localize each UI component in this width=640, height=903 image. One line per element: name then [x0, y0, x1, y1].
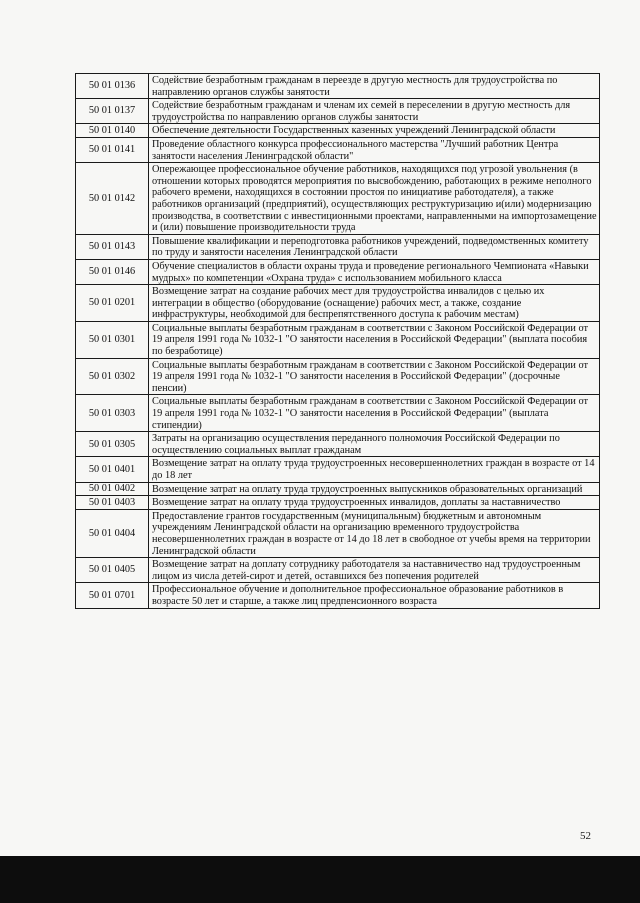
row-description: Возмещение затрат на оплату труда трудоустроенных несовершеннолетних граждан в возрасте от 14 до 18 лет [149, 457, 600, 482]
scan-bottom-border [0, 856, 640, 903]
table-row [76, 558, 600, 583]
row-code: 50 01 0143 [76, 234, 149, 259]
row-code: 50 01 0405 [76, 558, 149, 583]
table-row [76, 395, 600, 432]
row-description: Возмещение затрат на оплату труда трудоустроенных выпускников образовательных организаций [149, 482, 600, 496]
row-description: Содействие безработным гражданам и членам их семей в переселении в другую местность для трудоустройства по направлению органов службы занятости [149, 99, 600, 124]
row-code: 50 01 0137 [76, 99, 149, 124]
row-code: 50 01 0301 [76, 321, 149, 358]
table-body [76, 74, 600, 609]
table-row [76, 99, 600, 124]
row-description: Возмещение затрат на оплату труда трудоустроенных инвалидов, доплаты за наставничество [149, 496, 600, 510]
budget-codes-table [75, 73, 600, 609]
row-description: Обеспечение деятельности Государственных казенных учреждений Ленинградской области [149, 124, 600, 138]
table-row [76, 321, 600, 358]
table-row [76, 583, 600, 608]
row-description: Социальные выплаты безработным гражданам в соответствии с Законом Российской Федерации от 19 апреля 1991 года № 1032-1 "О занятости населения в Российской Федерации" (досрочные пенсии) [149, 358, 600, 395]
row-code: 50 01 0403 [76, 496, 149, 510]
table-row [76, 457, 600, 482]
table-row [76, 74, 600, 99]
table-row [76, 496, 600, 510]
row-description: Возмещение затрат на доплату сотруднику работодателя за наставничество над трудоустроенным лицом из числа детей-сирот и детей, оставшихся без попечения родителей [149, 558, 600, 583]
row-code: 50 01 0142 [76, 163, 149, 235]
table-row [76, 285, 600, 322]
row-code: 50 01 0141 [76, 137, 149, 162]
table-row [76, 234, 600, 259]
table-row [76, 124, 600, 138]
row-description: Возмещение затрат на создание рабочих мест для трудоустройства инвалидов с целью их интеграции в общество (оборудование (оснащение) рабочих мест, а также, создание инфраструктуры, необходимой для беспрепятственного доступа к рабочим местам) [149, 285, 600, 322]
row-description: Повышение квалификации и переподготовка работников учреждений, подведомственных комитету по труду и занятости населения Ленинградской области [149, 234, 600, 259]
row-description: Социальные выплаты безработным гражданам в соответствии с Законом Российской Федерации от 19 апреля 1991 года № 1032-1 "О занятости населения в Российской Федерации" (выплата пособия по безработице) [149, 321, 600, 358]
row-description: Содействие безработным гражданам в переезде в другую местность для трудоустройства по направлению органов службы занятости [149, 74, 600, 99]
table-row [76, 259, 600, 284]
table-row [76, 137, 600, 162]
row-code: 50 01 0305 [76, 432, 149, 457]
row-code: 50 01 0136 [76, 74, 149, 99]
page-number: 52 [580, 830, 591, 842]
row-description: Предоставление грантов государственным (муниципальным) бюджетным и автономным учреждениям Ленинградской области на организацию временного трудоустройства несовершеннолетних граждан в возрасте от 14 до 18 лет в свободное от учебы время на территории Ленинградской области [149, 509, 600, 557]
table-row [76, 432, 600, 457]
row-description: Обучение специалистов в области охраны труда и проведение регионального Чемпионата «Навыки мудрых» по компетенции «Охрана труда» с использованием мобильного класса [149, 259, 600, 284]
row-code: 50 01 0303 [76, 395, 149, 432]
table-row [76, 482, 600, 496]
row-code: 50 01 0401 [76, 457, 149, 482]
row-code: 50 01 0201 [76, 285, 149, 322]
row-description: Затраты на организацию осуществления переданного полномочия Российской Федерации по осуществлению социальных выплат гражданам [149, 432, 600, 457]
row-code: 50 01 0402 [76, 482, 149, 496]
row-code: 50 01 0140 [76, 124, 149, 138]
row-code: 50 01 0404 [76, 509, 149, 557]
row-description: Социальные выплаты безработным гражданам в соответствии с Законом Российской Федерации от 19 апреля 1991 года № 1032-1 "О занятости населения в Российской Федерации" (выплата стипендии) [149, 395, 600, 432]
table-row [76, 358, 600, 395]
row-description: Опережающее профессиональное обучение работников, находящихся под угрозой увольнения (в отношении которых проводятся мероприятия по высвобождению, работающих в режиме неполного рабочего времени, находящихся в состоянии простоя по инициативе работодателя), а также работников организаций (предприятий), осуществляющих реструктуризацию и(или) модернизацию производства, в соответствии с инвестиционными проектами, направленными на импортозамещение и (или) повышение производительности труда [149, 163, 600, 235]
row-code: 50 01 0146 [76, 259, 149, 284]
row-code: 50 01 0302 [76, 358, 149, 395]
table-row [76, 509, 600, 557]
row-code: 50 01 0701 [76, 583, 149, 608]
table-row [76, 163, 600, 235]
row-description: Проведение областного конкурса профессионального мастерства "Лучший работник Центра занятости населения Ленинградской области" [149, 137, 600, 162]
row-description: Профессиональное обучение и дополнительное профессиональное образование работников в возрасте 50 лет и старше, а также лиц предпенсионного возраста [149, 583, 600, 608]
